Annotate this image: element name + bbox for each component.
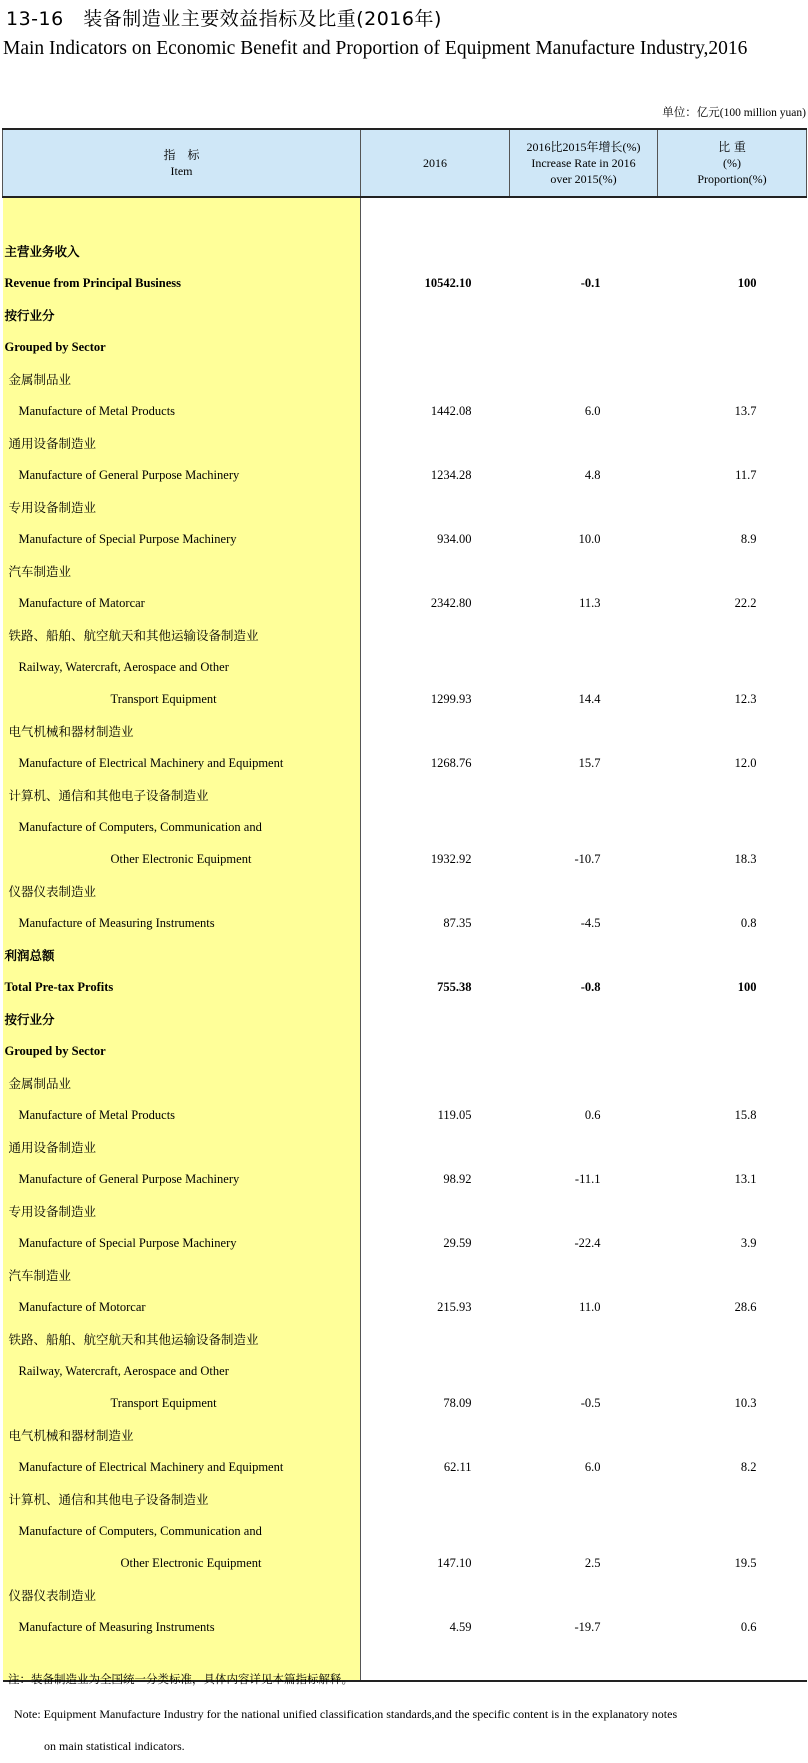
row-growth-rate: 6.0 [584,403,601,418]
row-proportion [658,197,807,235]
row-value-2016: 119.05 [437,1107,472,1122]
row-growth-rate: 6.0 [584,1459,601,1474]
table-row [3,331,807,363]
row-label: 金属制品业 [3,1067,361,1099]
row-proportion [658,1035,807,1067]
header-year-label: 2016 [423,156,447,170]
row-growth-rate [510,1259,658,1291]
row-growth-rate: 10.0 [578,531,601,546]
row-label: Grouped by Sector [3,1035,361,1067]
row-label: Total Pre-tax Profits [3,971,361,1003]
header-item-en: Item [170,164,193,178]
row-growth-rate: 14.4 [578,691,601,706]
row-value-2016 [361,1323,510,1355]
row-value-2016: 1299.93 [430,691,472,706]
table-row [3,555,807,587]
row-proportion [658,1259,807,1291]
row-growth-rate [510,1483,658,1515]
row-label: Manufacture of Electrical Machinery and Equipment [3,747,361,779]
row-value-2016 [361,1259,510,1291]
row-value-2016 [361,363,510,395]
table-row [3,1035,807,1067]
row-proportion [658,1003,807,1035]
row-growth-rate: -0.5 [580,1395,601,1410]
row-label: 专用设备制造业 [3,491,361,523]
row-growth-rate: 4.8 [584,467,601,482]
row-value-2016 [361,1195,510,1227]
table-row [3,235,807,267]
row-proportion [658,331,807,363]
row-value-2016: 1268.76 [430,755,472,770]
row-growth-rate: 11.0 [579,1299,601,1314]
table-row [3,1291,807,1323]
row-value-2016 [361,1131,510,1163]
table-row [3,939,807,971]
row-value-2016 [361,197,510,235]
row-proportion [658,1131,807,1163]
row-label: 计算机、通信和其他电子设备制造业 [3,779,361,811]
table-row [3,683,807,715]
table-row [3,971,807,1003]
row-growth-rate [510,491,658,523]
row-label: Grouped by Sector [3,331,361,363]
row-proportion [658,1195,807,1227]
row-growth-rate: -10.7 [574,851,601,866]
header-growth-line2: Increase Rate in 2016 [531,156,636,170]
row-proportion [658,939,807,971]
row-value-2016 [361,1419,510,1451]
header-proportion-line1: 比 重 [718,140,746,154]
table-row [3,267,807,299]
row-label: Manufacture of Special Purpose Machinery [3,1227,361,1259]
table-row [3,1387,807,1419]
row-value-2016 [361,1035,510,1067]
row-proportion: 19.5 [734,1555,757,1570]
row-label: 按行业分 [3,1003,361,1035]
indicator-table [2,128,807,1682]
row-label: 计算机、通信和其他电子设备制造业 [3,1483,361,1515]
row-proportion: 13.1 [734,1171,757,1186]
table-row [3,747,807,779]
row-label: Manufacture of Metal Products [3,1099,361,1131]
row-label: Manufacture of General Purpose Machinery [3,459,361,491]
row-label: 汽车制造业 [3,555,361,587]
table-title-en: Main Indicators on Economic Benefit and Proportion of Equipment Manufacture Industry,2016 [3,38,748,59]
row-growth-rate [510,1067,658,1099]
row-label: 利润总额 [3,939,361,971]
row-label: Revenue from Principal Business [3,267,361,299]
row-proportion [658,427,807,459]
table-row [3,1419,807,1451]
row-label: Transport Equipment [3,683,361,715]
row-proportion: 100 [737,979,757,994]
row-label: Other Electronic Equipment [3,1547,361,1579]
row-value-2016: 4.59 [449,1619,472,1634]
row-proportion: 11.7 [735,467,757,482]
table-row [3,459,807,491]
header-item-cn: 指 标 [163,148,200,162]
row-growth-rate [510,651,658,683]
row-growth-rate [510,555,658,587]
table-row [3,1099,807,1131]
row-value-2016: 98.92 [443,1171,472,1186]
row-label: 铁路、船舶、航空航天和其他运输设备制造业 [3,619,361,651]
row-value-2016: 10542.10 [424,275,472,290]
header-proportion-line3: Proportion(%) [697,172,767,186]
row-proportion: 12.0 [734,755,757,770]
row-label: 通用设备制造业 [3,427,361,459]
row-growth-rate: -22.4 [574,1235,601,1250]
row-value-2016 [361,779,510,811]
footnote-en-line2: on main statistical indicators. [44,1739,185,1753]
row-growth-rate: 15.7 [578,755,601,770]
row-growth-rate [510,1419,658,1451]
row-growth-rate: -4.5 [580,915,601,930]
row-value-2016 [361,491,510,523]
row-proportion: 22.2 [734,595,757,610]
row-growth-rate: 11.3 [579,595,601,610]
row-growth-rate [510,1355,658,1387]
row-growth-rate [510,363,658,395]
row-proportion: 15.8 [734,1107,757,1122]
table-row [3,715,807,747]
row-proportion: 100 [737,275,757,290]
table-row [3,1611,807,1643]
row-proportion: 12.3 [734,691,757,706]
row-proportion: 8.9 [740,531,757,546]
table-row [3,299,807,331]
row-proportion [658,651,807,683]
table-row [3,427,807,459]
row-proportion [658,1579,807,1611]
table-row [3,363,807,395]
table-row [3,1547,807,1579]
row-value-2016 [361,619,510,651]
table-row [3,1451,807,1483]
table-row [3,395,807,427]
row-value-2016 [361,427,510,459]
table-row [3,811,807,843]
row-proportion [658,1643,807,1681]
table-row [3,779,807,811]
row-proportion [658,1067,807,1099]
table-header [3,129,807,197]
table-title-cn: 13-16 装备制造业主要效益指标及比重(2016年) [6,8,442,30]
row-proportion: 10.3 [734,1395,757,1410]
row-growth-rate [510,939,658,971]
table-row [3,587,807,619]
row-growth-rate [510,1579,658,1611]
header-growth-line3: over 2015(%) [550,172,617,186]
table-row [3,1067,807,1099]
row-value-2016 [361,331,510,363]
table-row [3,1003,807,1035]
row-proportion: 18.3 [734,851,757,866]
row-growth-rate [510,427,658,459]
row-proportion [658,1323,807,1355]
row-value-2016: 1442.08 [430,403,472,418]
row-value-2016 [361,715,510,747]
row-proportion: 3.9 [740,1235,757,1250]
row-value-2016 [361,1515,510,1547]
table-row [3,843,807,875]
row-label: 电气机械和器材制造业 [3,1419,361,1451]
row-proportion [658,715,807,747]
row-label: 按行业分 [3,299,361,331]
row-growth-rate [510,619,658,651]
row-proportion [658,619,807,651]
row-label: 专用设备制造业 [3,1195,361,1227]
header-year [361,129,510,197]
table-row [3,1163,807,1195]
table-row [3,875,807,907]
table-row [3,1195,807,1227]
table-row [3,651,807,683]
row-value-2016 [361,1579,510,1611]
row-growth-rate [510,299,658,331]
row-value-2016 [361,1355,510,1387]
row-value-2016 [361,1483,510,1515]
row-growth-rate [510,875,658,907]
row-growth-rate: -11.1 [574,1171,601,1186]
header-growth [510,129,658,197]
row-proportion [658,1419,807,1451]
row-value-2016: 215.93 [437,1299,472,1314]
row-growth-rate: -19.7 [574,1619,601,1634]
row-proportion [658,1515,807,1547]
row-label: Manufacture of Motorcar [3,1291,361,1323]
row-label: Manufacture of General Purpose Machinery [3,1163,361,1195]
row-value-2016 [361,939,510,971]
row-value-2016: 1234.28 [430,467,472,482]
row-proportion: 0.6 [740,1619,757,1634]
row-growth-rate [510,1195,658,1227]
row-value-2016: 1932.92 [430,851,472,866]
row-value-2016: 62.11 [443,1459,472,1474]
row-value-2016: 147.10 [437,1555,472,1570]
row-label: Transport Equipment [3,1387,361,1419]
row-label: 汽车制造业 [3,1259,361,1291]
row-growth-rate [510,811,658,843]
table-row [3,197,807,235]
row-proportion [658,363,807,395]
row-proportion [658,811,807,843]
row-proportion [658,491,807,523]
row-label: Manufacture of Electrical Machinery and Equipment [3,1451,361,1483]
row-growth-rate [510,331,658,363]
unit-label: 单位：亿元(100 million yuan) [662,107,806,119]
row-growth-rate [510,1003,658,1035]
row-proportion [658,299,807,331]
row-value-2016 [361,651,510,683]
table-row [3,491,807,523]
row-label: Other Electronic Equipment [3,843,361,875]
header-proportion-line2: (%) [723,156,741,170]
row-proportion [658,779,807,811]
table-row [3,1259,807,1291]
row-value-2016 [361,1643,510,1681]
table-row [3,1323,807,1355]
row-value-2016: 78.09 [443,1395,472,1410]
table-body [3,197,807,1681]
row-label: Manufacture of Special Purpose Machinery [3,523,361,555]
row-growth-rate [510,235,658,267]
row-proportion [658,1483,807,1515]
row-label: 主营业务收入 [3,235,361,267]
row-growth-rate [510,1515,658,1547]
table-row [3,1483,807,1515]
row-label: 仪器仪表制造业 [3,875,361,907]
row-growth-rate [510,715,658,747]
footnote-en-line1: Note: Equipment Manufacture Industry for the national unified classification standards,and the specific content is in the explanatory notes [14,1707,678,1721]
table-row [3,907,807,939]
row-growth-rate [510,1035,658,1067]
row-label [3,197,361,235]
row-label: 铁路、船舶、航空航天和其他运输设备制造业 [3,1323,361,1355]
row-value-2016 [361,1067,510,1099]
row-proportion: 28.6 [734,1299,757,1314]
row-proportion [658,1355,807,1387]
row-growth-rate: 2.5 [584,1555,601,1570]
row-proportion: 13.7 [734,403,757,418]
row-value-2016 [361,299,510,331]
row-proportion: 8.2 [740,1459,757,1474]
footnote-cn: 注：装备制造业为全国统一分类标准，具体内容详见本篇指标解释。 [8,1672,353,1686]
row-value-2016 [361,875,510,907]
row-growth-rate [510,1131,658,1163]
row-label: Manufacture of Measuring Instruments [3,907,361,939]
row-value-2016: 755.38 [437,979,472,994]
header-growth-line1: 2016比2015年增长(%) [526,140,641,154]
header-item [3,129,361,197]
row-label: 金属制品业 [3,363,361,395]
row-proportion [658,235,807,267]
table-row [3,1579,807,1611]
row-proportion: 0.8 [740,915,757,930]
row-label: 电气机械和器材制造业 [3,715,361,747]
row-value-2016: 934.00 [437,531,472,546]
table-row [3,1227,807,1259]
row-label: Manufacture of Matorcar [3,587,361,619]
row-growth-rate: -0.8 [580,979,601,994]
row-label: Manufacture of Measuring Instruments [3,1611,361,1643]
row-growth-rate [510,779,658,811]
row-label: 通用设备制造业 [3,1131,361,1163]
row-growth-rate [510,1643,658,1681]
table-row [3,523,807,555]
table-row [3,1131,807,1163]
row-label: Railway, Watercraft, Aerospace and Other [3,651,361,683]
table-row [3,1515,807,1547]
row-value-2016: 2342.80 [430,595,472,610]
row-label: Manufacture of Computers, Communication and [3,1515,361,1547]
row-growth-rate: 0.6 [584,1107,601,1122]
row-label: Manufacture of Computers, Communication and [3,811,361,843]
header-proportion [658,129,807,197]
row-value-2016: 29.59 [443,1235,472,1250]
table-row [3,619,807,651]
row-value-2016 [361,1003,510,1035]
row-value-2016: 87.35 [443,915,472,930]
row-growth-rate [510,197,658,235]
row-label: 仪器仪表制造业 [3,1579,361,1611]
row-growth-rate [510,1323,658,1355]
row-value-2016 [361,235,510,267]
row-value-2016 [361,811,510,843]
row-proportion [658,875,807,907]
row-growth-rate: -0.1 [580,275,601,290]
table-row [3,1355,807,1387]
row-label: Railway, Watercraft, Aerospace and Other [3,1355,361,1387]
row-proportion [658,555,807,587]
row-label: Manufacture of Metal Products [3,395,361,427]
row-value-2016 [361,555,510,587]
